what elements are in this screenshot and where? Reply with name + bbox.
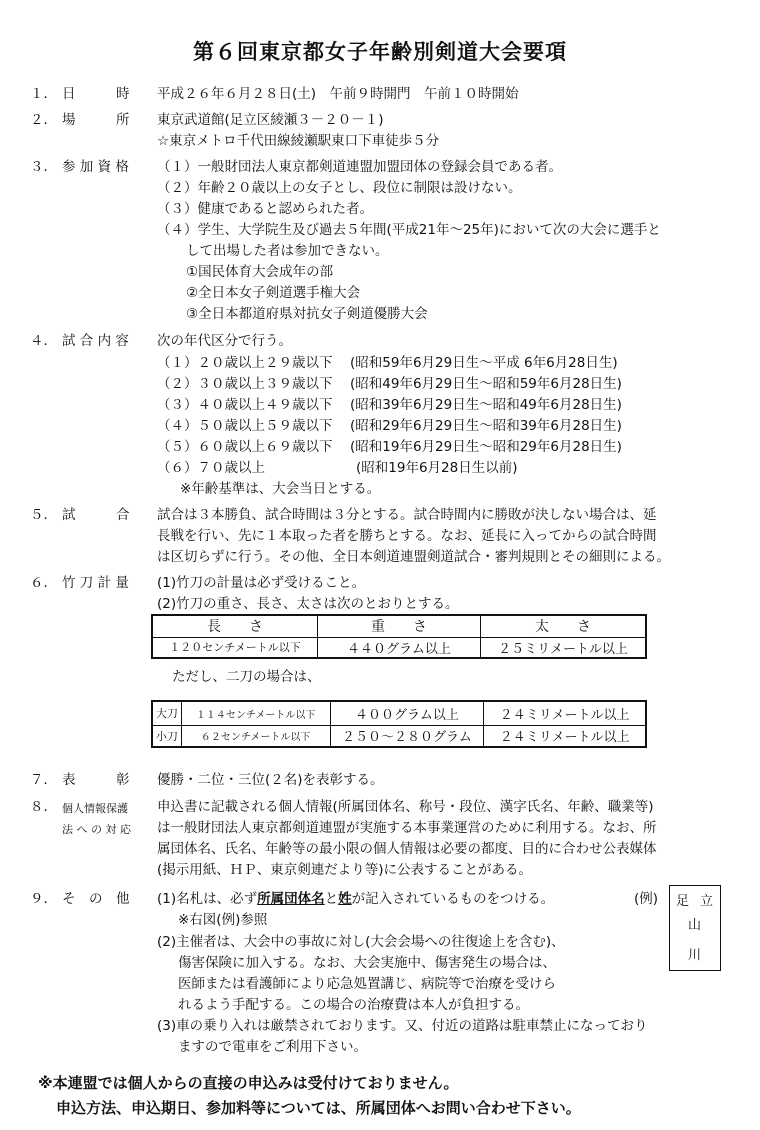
section-5-label: 試 合 (62, 507, 130, 523)
section-8-label: 個人情報保護 (62, 802, 128, 815)
parking-line: (3)車の乗り入れは厳禁されております。又、付近の道路は駐車禁止になっており (157, 1018, 648, 1034)
age-group-birthdates: (昭和29年6月29日生～昭和39年6月28日生) (350, 418, 622, 434)
age-group: （５）６０歳以上６９歳以下 (157, 439, 333, 455)
section-8-line: (掲示用紙、ＨＰ、東京剣連だより等)に公表することがある。 (157, 862, 533, 878)
example-char: 川 (688, 948, 702, 963)
footer-notice: ※本連盟では個人からの直接の申込みは受付けておりません。 (38, 1074, 459, 1092)
shinai-spec-table (151, 614, 647, 659)
nametag-text: が記入されているものをつける。 (351, 891, 555, 907)
age-group-birthdates: (昭和19年6月29日生～昭和29年6月28日生) (350, 439, 622, 455)
footer-notice: 申込方法、申込期日、参加料等については、所属団体へお問い合わせ下さい。 (56, 1099, 581, 1117)
age-group: （６）７０歳以上 (157, 460, 265, 476)
section-1-number: １． (30, 86, 57, 102)
shoto-length: ６２センチメートル以下 (181, 725, 330, 747)
age-group: （１）２０歳以上２９歳以下 (157, 355, 333, 371)
section-8-label: 法 へ の 対 応 (62, 823, 131, 836)
section-1-label: 日 時 (62, 86, 130, 102)
shoto-thickness: ２４ミリメートル以上 (484, 725, 646, 747)
section-6-number: ６． (30, 575, 57, 591)
insurance-line: れるよう手配する。この場合の治療費は本人が負担する。 (178, 997, 529, 1013)
example-label: (例) (634, 891, 659, 907)
age-group-birthdates: (昭和39年6月29日生～昭和49年6月28日生) (350, 397, 622, 413)
example-char: 足 (676, 894, 690, 909)
section-3-line: ①国民体育大会成年の部 (186, 264, 334, 280)
section-5-line: 長戦を行い、先に１本取った者を勝ちとする。なお、延長に入ってからの試合時間 (157, 528, 657, 544)
nametag-affiliation: 所属団体名 (257, 891, 325, 907)
header-length: 長 さ (152, 615, 317, 637)
nametag-surname: 姓 (338, 891, 352, 907)
section-4-label: 試 合 内 容 (62, 333, 129, 349)
section-3-line: （１）一般財団法人東京都剣道連盟加盟団体の登録会員である者。 (157, 159, 562, 175)
section-1-text: 平成２６年６月２８日(土) 午前９時開門 午前１０時開始 (157, 86, 519, 102)
shoto-weight: ２５０～２８０グラム (330, 725, 484, 747)
age-group-birthdates: (昭和19年6月28日生以前) (356, 460, 518, 476)
section-5-number: ５． (30, 507, 57, 523)
shoto-label: 小刀 (152, 725, 181, 747)
age-group: （２）３０歳以上３９歳以下 (157, 376, 333, 392)
daito-weight: ４００グラム以上 (330, 701, 484, 725)
weight-value: ４４０グラム以上 (317, 637, 480, 658)
section-3-line: （３）健康であると認められた者。 (157, 201, 373, 217)
page-title: 第６回東京都女子年齢別剣道大会要項 (193, 40, 567, 64)
section-7-number: ７． (30, 772, 57, 788)
section-9-number: ９． (30, 891, 57, 907)
section-3-label: 参 加 資 格 (62, 159, 129, 175)
thickness-value: ２５ミリメートル以上 (481, 637, 647, 658)
section-6-label: 竹 刀 計 量 (62, 575, 129, 591)
insurance-line: 傷害保険に加入する。なお、大会実施中、傷害発生の場合は、 (178, 955, 556, 971)
nametag-note: ※右図(例)参照 (178, 912, 268, 928)
section-2-number: ２． (30, 112, 57, 128)
section-3-line: （２）年齢２０歳以上の女子とし、段位に制限は設けない。 (157, 180, 522, 196)
section-3-line: ②全日本女子剣道選手権大会 (186, 285, 361, 301)
age-group-birthdates: (昭和59年6月29日生～平成 6年6月28日生) (350, 355, 618, 371)
example-char: 山 (688, 918, 702, 933)
daito-thickness: ２４ミリメートル以上 (484, 701, 646, 725)
section-3-line: して出場した者は参加できない。 (186, 243, 389, 259)
section-8-line: 申込書に記載される個人情報(所属団体名、称号・段位、漢字氏名、年齢、職業等) (157, 799, 654, 815)
section-3-number: ３． (30, 159, 57, 175)
daito-label: 大刀 (152, 701, 181, 725)
section-2-line: 東京武道館(足立区綾瀬３－２０－１) (157, 112, 384, 128)
section-6-line: (1)竹刀の計量は必ず受けること。 (157, 575, 366, 591)
section-7-label: 表 彰 (62, 772, 130, 788)
section-4-intro: 次の年代区分で行う。 (157, 333, 292, 349)
age-group: （４）５０歳以上５９歳以下 (157, 418, 333, 434)
section-8-line: は一般財団法人東京都剣道連盟が実施する本事業運営のために利用する。なお、所 (157, 820, 657, 836)
nitou-intro: ただし、二刀の場合は、 (172, 669, 321, 685)
header-weight: 重 さ (317, 615, 480, 637)
section-6-line: (2)竹刀の重さ、長さ、太さは次のとおりとする。 (157, 596, 459, 612)
example-char: 立 (700, 894, 714, 909)
insurance-line: 医師または看護師により応急処置講じ、病院等で治療を受けら (178, 976, 556, 992)
section-3-line: （４）学生、大学院生及び過去５年間(平成21年～25年)において次の大会に選手と (157, 222, 661, 238)
section-2-label: 場 所 (62, 112, 130, 128)
age-group-birthdates: (昭和49年6月29日生～昭和59年6月28日生) (350, 376, 622, 392)
nametag-text: と (324, 891, 339, 907)
daito-length: １１４センチメートル以下 (181, 701, 330, 725)
section-7-text: 優勝・二位・三位(２名)を表彰する。 (157, 772, 384, 788)
age-group: （３）４０歳以上４９歳以下 (157, 397, 333, 413)
length-value: １２０センチメートル以下 (152, 637, 317, 658)
section-3-line: ③全日本都道府県対抗女子剣道優勝大会 (186, 306, 428, 322)
nitou-spec-table (151, 700, 647, 748)
nametag-example (669, 885, 721, 971)
section-9-label: そ の 他 (62, 891, 130, 907)
section-2-line: ☆東京メトロ千代田線綾瀬駅東口下車徒歩５分 (157, 133, 440, 149)
nametag-text: (1)名札は、必ず (157, 891, 258, 907)
age-note: ※年齢基準は、大会当日とする。 (180, 481, 381, 497)
header-thickness: 太 さ (481, 615, 647, 637)
section-8-line: 属団体名、氏名、年齢等の最小限の個人情報は必要の都度、目的に合わせ公表媒体 (157, 841, 657, 857)
section-5-line: 試合は３本勝負、試合時間は３分とする。試合時間内に勝敗が決しない場合は、延 (157, 507, 657, 523)
parking-line: ますので電車をご利用下さい。 (178, 1039, 367, 1055)
section-5-line: は区切らずに行う。その他、全日本剣道連盟剣道試合・審判規則とその細則による。 (157, 549, 670, 565)
section-4-number: ４． (30, 333, 57, 349)
section-8-number: ８． (30, 799, 57, 815)
nametag-instruction (157, 889, 554, 909)
insurance-line: (2)主催者は、大会中の事故に対し(大会会場への往復途上を含む)、 (157, 934, 565, 950)
